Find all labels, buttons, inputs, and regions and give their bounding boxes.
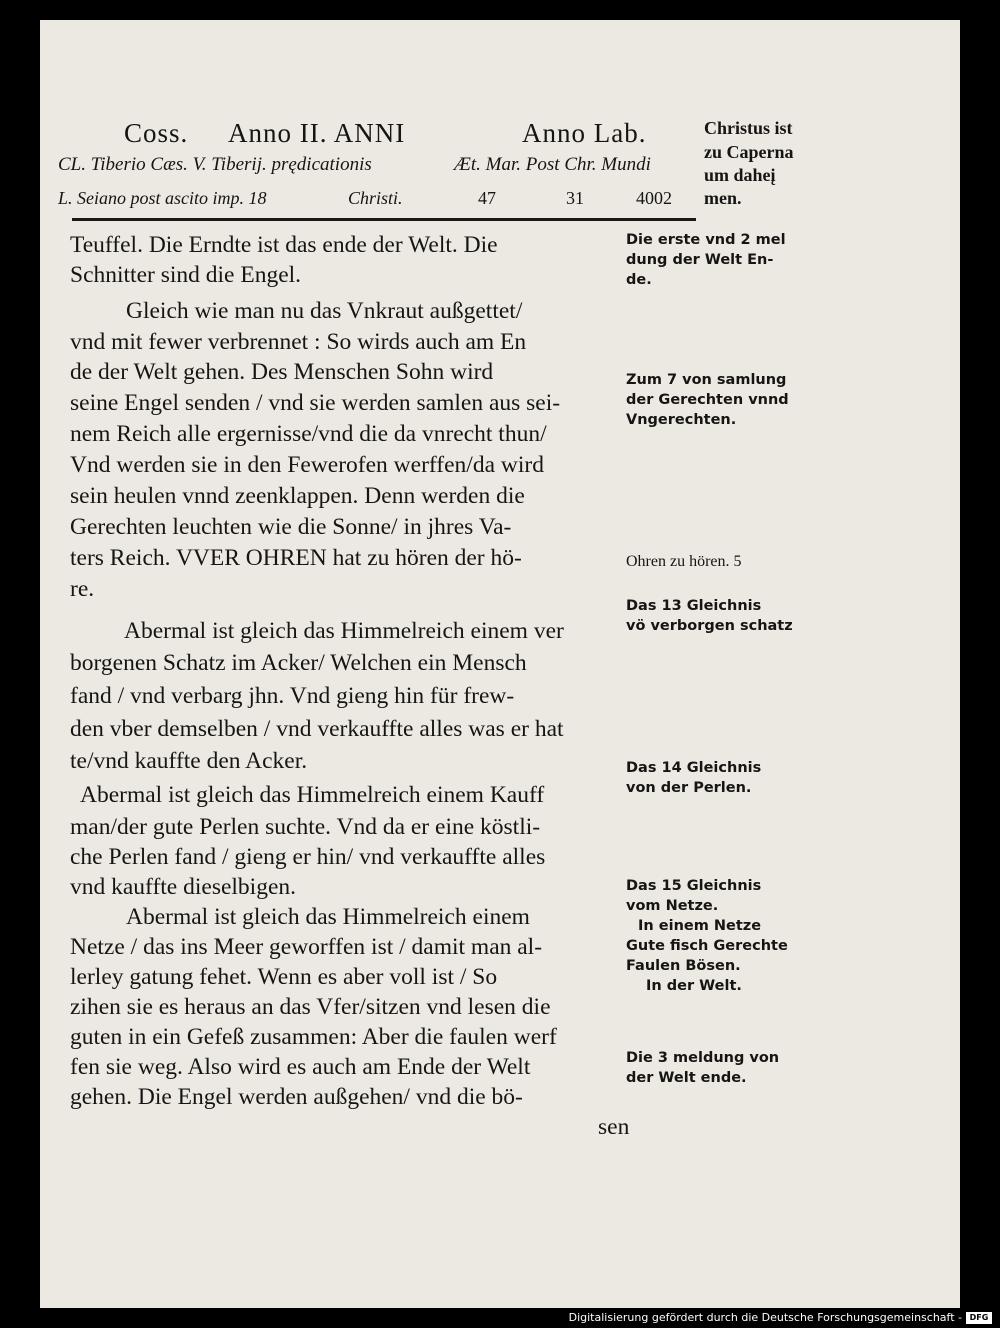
margin-note-line: Das 14 Gleichnis (626, 760, 762, 776)
header-anno-lab: Anno Lab. (522, 118, 647, 148)
header-anno-anni: Anno II. ANNI (228, 118, 406, 148)
text-line: zihen sie es heraus an das Vfer/sitzen vnd lesen die (70, 994, 551, 1020)
text-line: Teuffel. Die Erndte ist das ende der Welt. Die (70, 232, 498, 258)
margin-note-line: Zum 7 von samlung (626, 372, 787, 388)
text-line: Netze / das ins Meer geworffen ist / damit man al- (70, 934, 543, 960)
header-men: men. (704, 188, 742, 208)
text-line: Abermal ist gleich das Himmelreich einem ver (124, 618, 564, 644)
text-line: te/vnd kauffte den Acker. (70, 748, 308, 774)
text-line: den vber demselben / vnd verkauffte alles was er hat (70, 716, 564, 742)
header-tiberio: CL. Tiberio Cæs. V. Tiberij. prędicationis (58, 154, 372, 175)
margin-note-line: von der Perlen. (626, 780, 752, 796)
text-line: che Perlen fand / gieng er hin/ vnd verkauffte alles (70, 844, 546, 870)
header-coss: Coss. (124, 118, 189, 148)
margin-note-line: Vngerechten. (626, 412, 737, 428)
margin-note-line: Gute fisch Gerechte (626, 938, 788, 954)
book-page (40, 20, 960, 1308)
margin-note-line: vom Netze. (626, 898, 719, 914)
margin-note (626, 876, 826, 996)
text-line: vnd kauffte dieselbigen. (70, 874, 297, 900)
text-line: sein heulen vnnd zeenklappen. Denn werden die (70, 483, 525, 509)
text-line: Schnitter sind die Engel. (70, 262, 302, 288)
header-aet-mar: Æt. Mar. Post Chr. Mundi (454, 154, 651, 175)
footer-bar (0, 1308, 1000, 1328)
margin-note-line: der Welt ende. (626, 1070, 747, 1086)
text-line: vnd mit fewer verbrennet : So wirds auch am En (70, 329, 527, 355)
text-line: Vnd werden sie in den Fewerofen werffen/da wird (70, 452, 544, 478)
text-line: man/der gute Perlen suchte. Vnd da er eine köstli- (70, 814, 541, 840)
margin-note-line: der Gerechten vnnd (626, 392, 789, 408)
margin-note-line: In einem Netze (638, 918, 762, 934)
margin-note-line: Das 15 Gleichnis (626, 878, 762, 894)
margin-note (626, 552, 826, 572)
margin-note-line: Die 3 meldung von (626, 1050, 780, 1066)
header-christi: Christi. (348, 188, 403, 208)
text-line: fen sie weg. Also wird es auch am Ende der Welt (70, 1054, 531, 1080)
margin-note-line: de. (626, 272, 652, 288)
footer-text: Digitalisierung gefördert durch die Deutsche Forschungsgemeinschaft - (568, 1311, 962, 1324)
header-rule (72, 218, 696, 221)
margin-note (626, 596, 826, 636)
margin-note-line: dung der Welt En- (626, 252, 774, 268)
header-christus: Christus ist (704, 118, 793, 138)
header-caperna: zu Caperna (704, 142, 794, 162)
header-4002: 4002 (636, 188, 672, 208)
text-line: Abermal ist gleich das Himmelreich einem (126, 904, 530, 930)
text-line: gehen. Die Engel werden außgehen/ vnd die bö- (70, 1084, 523, 1110)
text-line: guten in ein Gefeß zusammen: Aber die faulen werf (70, 1024, 557, 1050)
margin-note (626, 230, 826, 290)
header-seiano: L. Seiano post ascito imp. 18 (58, 188, 267, 208)
text-line: Abermal ist gleich das Himmelreich einem Kauff (80, 782, 545, 808)
text-line: borgenen Schatz im Acker/ Welchen ein Mensch (70, 650, 527, 676)
margin-note-line: Faulen Bösen. (626, 958, 741, 974)
dfg-logo: DFG (966, 1312, 992, 1324)
margin-note-line: Ohren zu hören. 5 (626, 553, 742, 570)
text-line: re. (70, 576, 95, 602)
margin-note-line: In der Welt. (646, 978, 742, 994)
margin-note (626, 758, 826, 798)
text-line: sen (598, 1114, 630, 1140)
text-line: Gerechten leuchten wie die Sonne/ in jhres Va- (70, 514, 512, 540)
text-line: Gleich wie man nu das Vnkraut außgettet/ (126, 298, 523, 324)
margin-note-line: Die erste vnd 2 mel (626, 232, 786, 248)
text-line: fand / vnd verbarg jhn. Vnd gieng hin für frew- (70, 683, 515, 709)
header-31: 31 (566, 188, 584, 208)
text-line: seine Engel senden / vnd sie werden samlen aus sei- (70, 390, 561, 416)
text-line: lerley gatung fehet. Wenn es aber voll ist / So (70, 964, 498, 990)
header-daheim: um daheį (704, 165, 776, 185)
header-47: 47 (478, 188, 496, 208)
margin-note-line: Das 13 Gleichnis (626, 598, 762, 614)
text-line: nem Reich alle ergernisse/vnd die da vnrecht thun/ (70, 421, 547, 447)
margin-note (626, 370, 826, 430)
text-line: de der Welt gehen. Des Menschen Sohn wird (70, 359, 494, 385)
text-line: ters Reich. VVER OHREN hat zu hören der hö- (70, 545, 522, 571)
margin-note-line: vö verborgen schatz (626, 618, 793, 634)
margin-note (626, 1048, 826, 1088)
